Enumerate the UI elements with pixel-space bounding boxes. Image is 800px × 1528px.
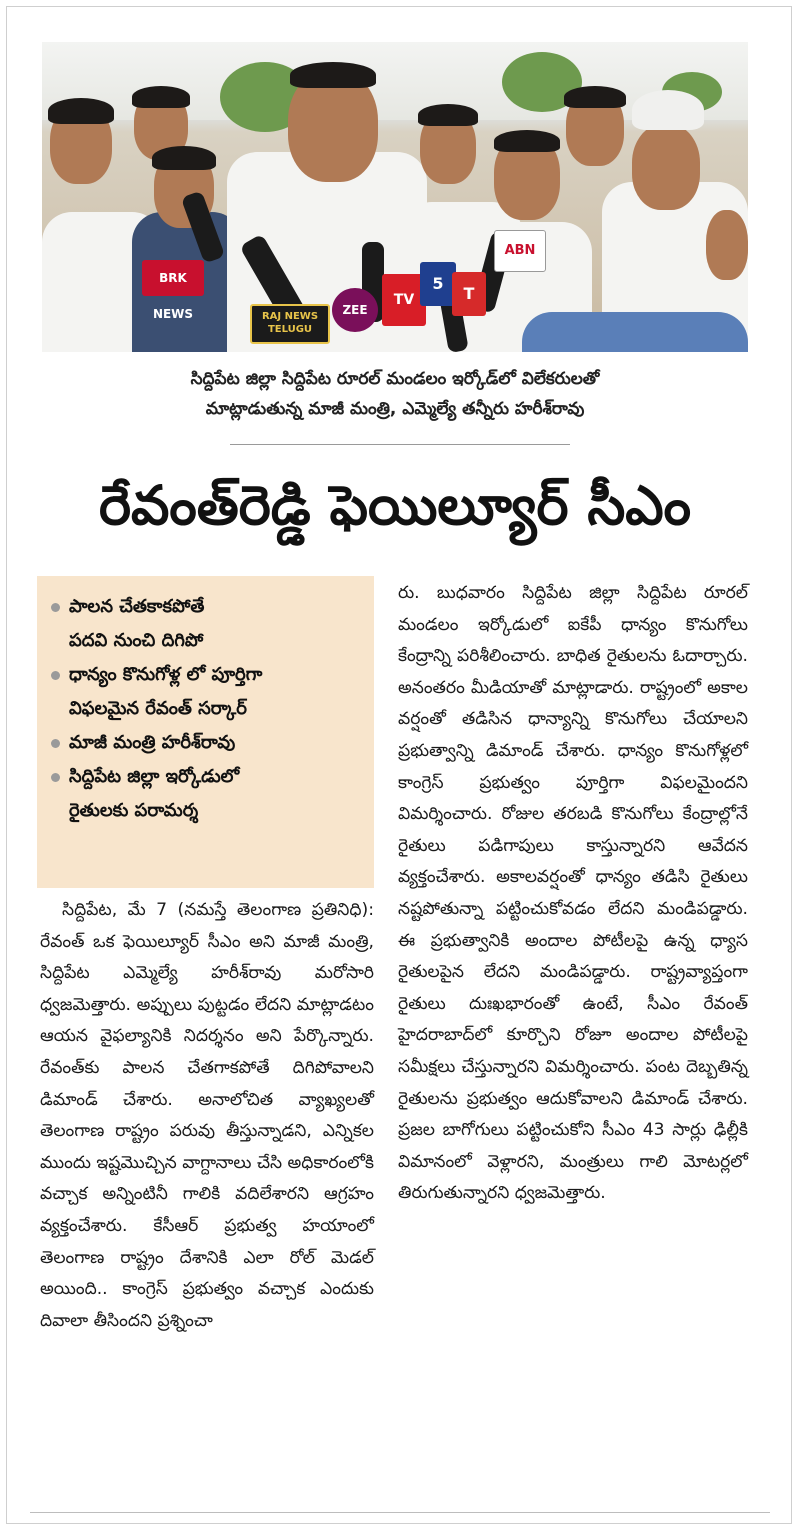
highlight-text: మాజీ మంత్రి హరీశ్‌రావు — [69, 732, 236, 753]
highlight-item-cont — [49, 692, 366, 726]
photo-caption — [40, 364, 750, 424]
headline: రేవంత్‌రెడ్డి ఫెయిల్యూర్ సీఎం — [98, 474, 692, 537]
mic-flag-zee: ZEE — [332, 288, 378, 332]
mic-flag-raj: RAJ NEWS TELUGU — [250, 304, 330, 344]
highlight-text: పదవి నుంచి దిగిపో — [69, 630, 204, 651]
highlight-item — [49, 590, 366, 624]
caption-divider — [230, 444, 570, 445]
highlights-box — [37, 576, 374, 888]
news-photo — [42, 42, 748, 352]
person-hair — [48, 98, 114, 124]
caption-line-2: మాట్లాడుతున్న మాజీ మంత్రి, ఎమ్మెల్యే తన్నీరు హరీశ్‌రావు — [205, 399, 585, 419]
highlights-list — [37, 576, 374, 828]
bottom-rule — [30, 1512, 770, 1513]
person-sleeve — [522, 312, 748, 352]
article-column-left — [40, 895, 374, 1337]
article-text-left: సిద్దిపేట, మే 7 (నమస్తే తెలంగాణ ప్రతినిధి): రేవంత్ ఒక ఫెయిల్యూర్ సీఎం అని మాజీ మంత్రి, సిద్దిపేట ఎమ్మెల్యే హరీశ్‌రావు మరోసారి ధ్వజమెత్తారు. అప్పులు పుట్టడం లేదని మాట్లాడటం ఆయన వైఫల్యానికి నిదర్శనం అని పేర్కొన్నారు. రేవంత్‌కు పాలన చేతగాకపోతే దిగిపోవాలని డిమాండ్ చేశారు. అనాలోచిత వ్యాఖ్యలతో తెలంగాణ రాష్ట్రం పరువు తీస్తున్నాడని, ఎన్నికల ముందు ఇష్టమొచ్చిన వాగ్దానాలు చేసి అధికారంలోకి వచ్చాక అన్నింటినీ గాలికి వదిలేశారని ఆగ్రహం వ్యక్తంచేశారు. కేసీఆర్ ప్రభుత్వ హయాంలో తెలంగాణ రాష్ట్రం దేశానికి ఎలా రోల్ మెడల్ అయింది.. కాంగ్రెస్ ప్రభుత్వం వచ్చాక ఎందుకు దివాలా తీసిందని ప్రశ్నించా — [40, 900, 374, 1331]
mic-flag-tv: TV — [382, 274, 426, 326]
mic-flag-brk: BRK NEWS — [142, 260, 204, 296]
highlight-item — [49, 726, 366, 760]
highlight-text: పాలన చేతకాకపోతే — [69, 596, 205, 617]
mic-flag-t: T — [452, 272, 486, 316]
mic-flag-abn: ABN — [494, 230, 546, 272]
highlight-text: విఫలమైన రేవంత్ సర్కార్ — [69, 698, 247, 719]
person-hair — [290, 62, 376, 88]
person-head — [632, 124, 700, 210]
person-hair — [494, 130, 560, 152]
person-turban — [632, 90, 704, 130]
mic-flag-5: 5 — [420, 262, 456, 306]
person-head — [706, 210, 748, 280]
highlight-item-cont — [49, 624, 366, 658]
highlight-text: ధాన్యం కొనుగోళ్ల లో పూర్తిగా — [69, 664, 263, 685]
bullet-icon — [51, 739, 60, 748]
highlight-text: రైతులకు పరామర్శ — [69, 800, 199, 821]
person-hair — [152, 146, 216, 170]
bullet-icon — [51, 603, 60, 612]
highlight-text: సిద్దిపేట జిల్లా ఇర్కోడులో — [69, 766, 240, 787]
person-hair — [418, 104, 478, 126]
person-hair — [132, 86, 190, 108]
highlight-item-cont — [49, 794, 366, 828]
article-text-right: రు. బుధవారం సిద్దిపేట జిల్లా సిద్దిపేట రూరల్ మండలం ఇర్కోడులో ఐకేపీ ధాన్యం కొనుగోలు కేంద్రాన్ని పరిశీలించారు. బాధిత రైతులను ఓదార్చారు. అనంతరం మీడియాతో మాట్లాడారు. రాష్ట్రంలో అకాల వర్షంతో తడిసిన ధాన్యాన్ని కొనుగోలు చేయాలని ప్రభుత్వాన్ని డిమాండ్ చేశారు. ధాన్యం కొనుగోళ్లలో కాంగ్రెస్ ప్రభుత్వం పూర్తిగా విఫలమైందని విమర్శించారు. రోజుల తరబడి కొనుగోలు కేంద్రాల్లోనే రైతులు పడిగాపులు కాస్తున్నారని ఆవేదన వ్యక్తంచేశారు. అకాలవర్షంతో ధాన్యం తడిసి రైతులు నష్టపోతున్నా పట్టించుకోవడం లేదని మండిపడ్డారు. ఈ ప్రభుత్వానికి అందాల పోటీలపై ఉన్న ధ్యాస రైతులపైన లేదని మండిపడ్డారు. రాష్ట్రవ్యాప్తంగా రైతులు దుఃఖభారంతో ఉంటే, సీఎం రేవంత్ హైదరాబాద్‌లో కూర్చొని రోజూ అందాల పోటీలపై సమీక్షలు చేస్తున్నారని విమర్శించారు. పంట దెబ్బతిన్న రైతులను ప్రభుత్వం ఆదుకోవాలని డిమాండ్ చేశారు. ప్రజల బాగోగులు పట్టించుకోని సీఎం 43 సార్లు ఢిల్లీకి విమానంలో వెళ్లారని, మంత్రులు గాలి మోటర్లలో తిరుగుతున్నారని ధ్వజమెత్తారు. — [398, 583, 748, 1204]
caption-line-1: సిద్దిపేట జిల్లా సిద్దిపేట రూరల్ మండలం ఇర్కోడ్‌లో విలేకరులతో — [190, 369, 600, 389]
bullet-icon — [51, 773, 60, 782]
highlight-item — [49, 760, 366, 794]
person-hair — [564, 86, 626, 108]
article-column-right — [398, 578, 748, 1210]
highlight-item — [49, 658, 366, 692]
bullet-icon — [51, 671, 60, 680]
